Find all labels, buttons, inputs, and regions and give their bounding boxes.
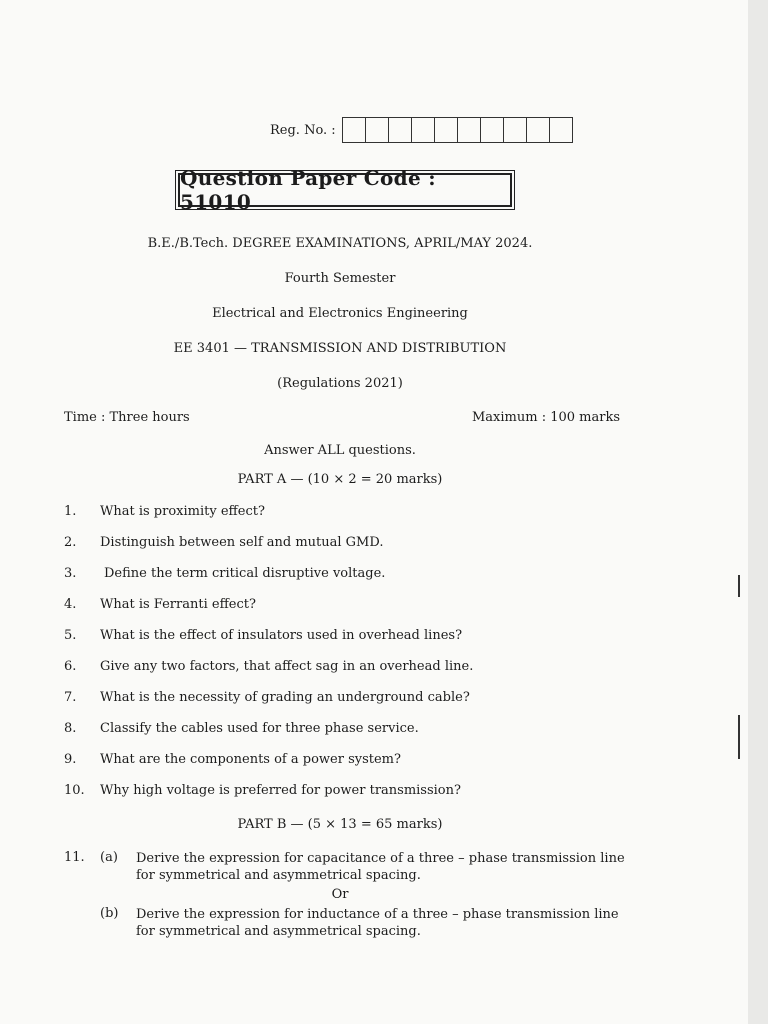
reg-no-cell xyxy=(481,118,504,142)
question-number: 1. xyxy=(64,504,77,519)
part-b-heading: PART B — (5 × 13 = 65 marks) xyxy=(237,817,443,832)
question-text: Give any two factors, that affect sag in an overhead line. xyxy=(100,659,474,674)
sub-question-label: (a) xyxy=(100,850,118,865)
semester: Fourth Semester xyxy=(284,271,396,286)
reg-no-label: Reg. No. : xyxy=(270,122,336,138)
instruction: Answer ALL questions. xyxy=(264,443,416,458)
question-number: 3. xyxy=(64,566,77,581)
scan-mark xyxy=(738,575,740,597)
question-number: 10. xyxy=(64,783,85,798)
question-text: Why high voltage is preferred for power transmission? xyxy=(100,783,461,798)
or-divider: Or xyxy=(331,887,349,902)
reg-no-cell xyxy=(458,118,481,142)
question-text: Derive the expression for capacitance of a three – phase transmission line for symmetrical and asymmetrical spacing. xyxy=(136,851,625,883)
question-paper-code: Question Paper Code : 51010 xyxy=(178,173,512,207)
question-number: 2. xyxy=(64,535,77,550)
reg-no xyxy=(270,117,573,143)
reg-no-cell xyxy=(412,118,435,142)
question-number: 11. xyxy=(64,850,85,865)
reg-no-cell xyxy=(389,118,412,142)
question-number: 9. xyxy=(64,752,77,767)
reg-no-cell xyxy=(366,118,389,142)
question-text: Distinguish between self and mutual GMD. xyxy=(100,535,384,550)
sub-question-label: (b) xyxy=(100,906,119,921)
scan-edge xyxy=(748,0,768,1024)
scan-mark xyxy=(738,715,740,759)
question-text: What is Ferranti effect? xyxy=(100,597,256,612)
reg-no-cell xyxy=(435,118,458,142)
question-text: What is the effect of insulators used in overhead lines? xyxy=(100,628,463,643)
reg-no-boxes xyxy=(342,117,573,143)
reg-no-cell xyxy=(343,118,366,142)
question-text: What is proximity effect? xyxy=(100,504,265,519)
question-text: Derive the expression for inductance of a three – phase transmission line for symmetrical and asymmetrical spacing. xyxy=(136,907,619,939)
question-number: 7. xyxy=(64,690,77,705)
question-number: 4. xyxy=(64,597,77,612)
question-number: 5. xyxy=(64,628,77,643)
question-text: What are the components of a power system? xyxy=(100,752,401,767)
reg-no-cell xyxy=(527,118,550,142)
reg-no-cell xyxy=(550,118,572,142)
regulations: (Regulations 2021) xyxy=(277,376,403,391)
part-a-heading: PART A — (10 × 2 = 20 marks) xyxy=(237,472,443,487)
exam-title: B.E./B.Tech. DEGREE EXAMINATIONS, APRIL/MAY 2024. xyxy=(147,236,533,251)
question-text: Define the term critical disruptive voltage. xyxy=(104,566,386,581)
time-label: Time : Three hours xyxy=(64,410,190,425)
course-title: EE 3401 — TRANSMISSION AND DISTRIBUTION xyxy=(173,341,507,356)
question-number: 6. xyxy=(64,659,77,674)
department: Electrical and Electronics Engineering xyxy=(212,306,468,321)
question-number: 8. xyxy=(64,721,77,736)
question-text: What is the necessity of grading an underground cable? xyxy=(100,690,470,705)
exam-meta xyxy=(64,410,620,425)
reg-no-cell xyxy=(504,118,527,142)
max-marks-label: Maximum : 100 marks xyxy=(471,410,620,425)
question-text: Classify the cables used for three phase service. xyxy=(100,721,419,736)
